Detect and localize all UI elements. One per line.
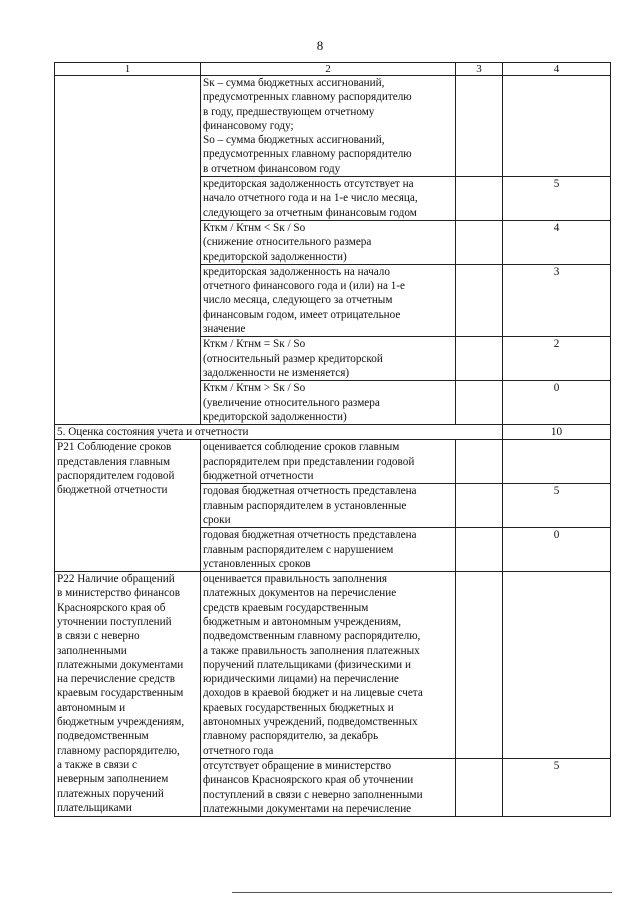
text-line: кредиторской задолженности) <box>203 250 347 263</box>
text-line: главному распорядителю, <box>57 744 180 757</box>
text-line: уточнении поступлений <box>57 615 172 628</box>
description-cell <box>201 220 456 264</box>
section-score: 10 <box>503 425 611 440</box>
table-row <box>55 572 611 759</box>
text-line: кредиторской задолженности) <box>203 410 347 423</box>
text-line: а также в связи с <box>57 758 138 771</box>
text-line: финансов Красноярского края об уточнении <box>203 774 414 787</box>
criteria-table <box>54 62 611 817</box>
text-line: распорядителем годовой <box>57 470 175 483</box>
text-line: Sк – сумма бюджетных ассигнований, <box>203 77 385 89</box>
text-line: представления главным <box>57 455 171 468</box>
text-line: установленных сроков <box>203 557 311 570</box>
text-line: финансовому году; <box>203 119 294 132</box>
header-col-4: 4 <box>503 63 611 76</box>
text-line: бюджетным учреждениям, <box>57 716 185 729</box>
text-line: годовая бюджетная отчетность представлена <box>203 485 417 498</box>
text-line: So – сумма бюджетных ассигнований, <box>203 134 385 147</box>
text-line: в министерство финансов <box>57 587 181 600</box>
text-line: Красноярского края об <box>57 601 166 614</box>
score-cell: 5 <box>503 484 611 528</box>
empty-cell <box>456 381 503 425</box>
description-cell <box>201 381 456 425</box>
empty-cell <box>456 220 503 264</box>
text-line: подведомственным <box>57 730 149 743</box>
text-line: предусмотренных главному распорядителю <box>203 148 412 161</box>
description-cell <box>201 177 456 221</box>
text-line: плательщиками <box>57 801 132 814</box>
empty-cell <box>456 484 503 528</box>
score-cell: 0 <box>503 528 611 572</box>
text-line: бюджетной отчетности <box>203 470 314 483</box>
score-cell: 0 <box>503 381 611 425</box>
text-line: кредиторская задолженность на начало <box>203 265 390 278</box>
p21-criterion-cell <box>55 440 201 572</box>
empty-cell <box>456 528 503 572</box>
empty-cell <box>456 264 503 336</box>
text-line: оценивается соблюдение сроков главным <box>203 441 400 454</box>
score-cell <box>503 440 611 484</box>
text-line: бюджетным и автономным учреждениям, <box>203 615 402 628</box>
text-line: значение <box>203 323 246 336</box>
text-line: отчетного финансового года и (или) на 1-е <box>203 280 405 293</box>
header-row <box>55 63 611 76</box>
text-line: оценивается правильность заполнения <box>203 573 387 586</box>
text-line: главному распорядителю, за декабрь <box>203 730 379 743</box>
text-line: (снижение относительного размера <box>203 236 372 249</box>
text-line: Кткм / Ктнм < Sк / So <box>203 221 306 234</box>
text-line: платежными документами <box>57 658 184 671</box>
text-line: Кткм / Ктнм > Sк / So <box>203 382 306 395</box>
text-line: платежных документов на перечисление <box>203 587 397 600</box>
text-line: автономным и <box>57 701 126 714</box>
text-line: в связи с неверно <box>57 630 140 643</box>
table-row <box>55 440 611 484</box>
text-line: в отчетном финансовом году <box>203 162 341 175</box>
text-line: платежных поручений <box>57 787 164 800</box>
text-line: в году, предшествующем отчетному <box>203 105 375 118</box>
description-cell <box>201 484 456 528</box>
text-line: главным распорядителем в установленные <box>203 499 407 512</box>
empty-cell <box>456 758 503 816</box>
score-cell: 4 <box>503 220 611 264</box>
text-line: автономных учреждений, подведомственных <box>203 716 418 729</box>
section-row <box>55 425 611 440</box>
text-line: а также правильность заполнения платежных <box>203 644 420 657</box>
text-line: начало отчетного года и на 1-е число месяца, <box>203 192 418 205</box>
text-line: платежными документами на перечисление <box>203 802 412 815</box>
description-cell <box>201 572 456 759</box>
text-line: юридическими лицами) на перечисление <box>203 673 399 686</box>
text-line: число месяца, следующего за отчетным <box>203 294 393 307</box>
description-cell <box>201 528 456 572</box>
empty-cell <box>456 76 503 177</box>
section-title: 5. Оценка состояния учета и отчетности <box>55 425 503 440</box>
description-cell <box>201 440 456 484</box>
text-line: главным распорядителем с нарушением <box>203 543 394 556</box>
header-col-2: 2 <box>201 63 456 76</box>
score-cell: 5 <box>503 758 611 816</box>
empty-cell <box>456 440 503 484</box>
score-cell <box>503 76 611 177</box>
empty-cell <box>456 572 503 759</box>
description-cell <box>201 758 456 816</box>
text-line: предусмотренных главному распорядителю <box>203 91 412 104</box>
footer-rule <box>232 892 612 893</box>
text-line: отсутствует обращение в министерство <box>203 759 392 772</box>
text-line: следующего за отчетным финансовым годом <box>203 206 417 219</box>
text-line: отчетного года <box>203 744 274 757</box>
text-line: неверным заполнением <box>57 773 169 786</box>
criterion-cell-continued <box>55 76 201 425</box>
score-cell: 3 <box>503 264 611 336</box>
text-line: подведомственным главному распорядителю, <box>203 630 421 643</box>
text-line: сроки <box>203 513 231 526</box>
text-line: (относительный размер кредиторской <box>203 352 383 365</box>
text-line: средств краевым государственным <box>203 601 369 614</box>
header-col-3: 3 <box>456 63 503 76</box>
text-line: годовая бюджетная отчетность представлена <box>203 529 417 542</box>
text-line: Р22 Наличие обращений <box>57 573 175 586</box>
score-cell <box>503 572 611 759</box>
text-line: краевым государственным <box>57 687 184 700</box>
score-cell: 5 <box>503 177 611 221</box>
empty-cell <box>456 337 503 381</box>
text-line: распорядителем при представлении годовой <box>203 455 415 468</box>
description-cell <box>201 337 456 381</box>
text-line: доходов в краевой бюджет и на лицевые счета <box>203 687 423 700</box>
page-number: 8 <box>316 38 324 53</box>
text-line: поручений плательщиками (физическими и <box>203 658 411 671</box>
description-cell <box>201 264 456 336</box>
text-line: Р21 Соблюдение сроков <box>57 441 172 454</box>
text-line: поступлений в связи с неверно заполненными <box>203 788 423 801</box>
text-line: задолженности не изменяется) <box>203 366 350 379</box>
text-line: (увеличение относительного размера <box>203 396 380 409</box>
text-line: на перечисление средств <box>57 673 176 686</box>
text-line: кредиторская задолженность отсутствует на <box>203 178 414 191</box>
score-cell: 2 <box>503 337 611 381</box>
description-cell <box>201 76 456 177</box>
text-line: заполненными <box>57 644 127 657</box>
text-line: краевых государственных бюджетных и <box>203 701 394 714</box>
text-line: бюджетной отчетности <box>57 484 168 497</box>
table-row <box>55 76 611 177</box>
text-line: Кткм / Ктнм = Sк / So <box>203 338 306 351</box>
header-col-1: 1 <box>55 63 201 76</box>
text-line: финансовым годом, имеет отрицательное <box>203 308 401 321</box>
empty-cell <box>456 177 503 221</box>
p22-criterion-cell <box>55 572 201 817</box>
